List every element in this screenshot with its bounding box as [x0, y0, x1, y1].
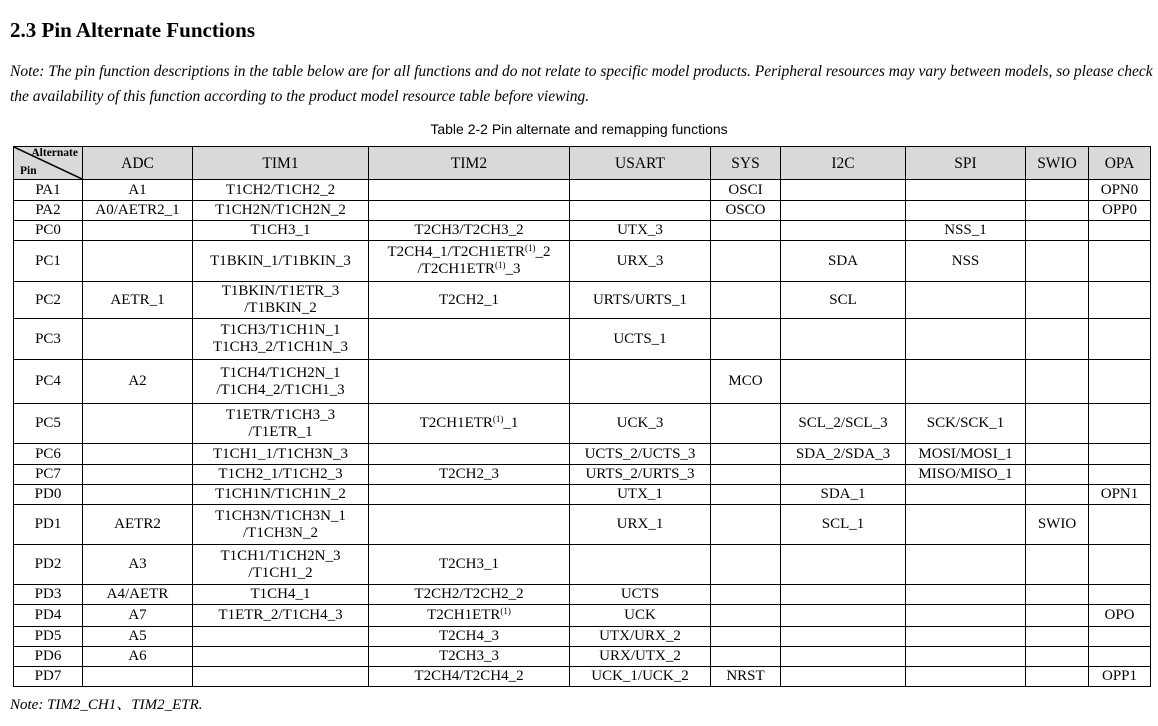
- function-cell: MOSI/MOSI_1: [906, 444, 1026, 465]
- function-cell: [83, 485, 193, 505]
- function-cell: T2CH2/T2CH2_2: [369, 585, 570, 605]
- function-cell: [193, 627, 369, 647]
- function-cell: AETR_1: [83, 282, 193, 319]
- function-cell: MCO: [711, 360, 781, 404]
- function-cell: [1026, 545, 1089, 585]
- pin-cell: PD5: [14, 627, 83, 647]
- column-header: ADC: [83, 147, 193, 180]
- table-row: [14, 360, 1151, 404]
- function-cell: [1026, 201, 1089, 221]
- function-cell: URTS/URTS_1: [570, 282, 711, 319]
- function-cell: [781, 180, 906, 201]
- function-cell: [1026, 221, 1089, 241]
- function-cell: T1CH3_1: [193, 221, 369, 241]
- function-cell: [1026, 647, 1089, 667]
- function-cell: T2CH4_1/T2CH1ETR$^{(1)}$_2 /T2CH1ETR$^{(1)}$_3: [369, 241, 570, 282]
- pin-cell: PC2: [14, 282, 83, 319]
- function-cell: [781, 605, 906, 627]
- function-cell: [711, 647, 781, 667]
- pin-cell: PD7: [14, 667, 83, 687]
- function-cell: UTX/URX_2: [570, 627, 711, 647]
- function-cell: [711, 545, 781, 585]
- table-row: [14, 319, 1151, 360]
- function-cell: [711, 627, 781, 647]
- table-row: [14, 647, 1151, 667]
- table-row: [14, 667, 1151, 687]
- function-cell: SWIO: [1026, 505, 1089, 545]
- function-cell: [369, 485, 570, 505]
- function-cell: [369, 444, 570, 465]
- pin-cell: PA1: [14, 180, 83, 201]
- function-cell: [781, 465, 906, 485]
- function-cell: [1026, 360, 1089, 404]
- function-cell: [781, 545, 906, 585]
- function-cell: A7: [83, 605, 193, 627]
- corner-label-alternate: Alternate: [31, 147, 78, 159]
- function-cell: [1089, 241, 1151, 282]
- function-cell: T1CH1/T1CH2N_3 /T1CH1_2: [193, 545, 369, 585]
- function-cell: [906, 485, 1026, 505]
- table-row: [14, 282, 1151, 319]
- function-cell: A6: [83, 647, 193, 667]
- function-cell: [1026, 282, 1089, 319]
- table-row: [14, 605, 1151, 627]
- function-cell: T2CH3_3: [369, 647, 570, 667]
- function-cell: [369, 180, 570, 201]
- pin-cell: PD3: [14, 585, 83, 605]
- pin-cell: PD6: [14, 647, 83, 667]
- function-cell: OPP0: [1089, 201, 1151, 221]
- function-cell: [1089, 360, 1151, 404]
- function-cell: [1026, 444, 1089, 465]
- function-cell: A2: [83, 360, 193, 404]
- function-cell: SCL_2/SCL_3: [781, 404, 906, 444]
- function-cell: [906, 319, 1026, 360]
- function-cell: MISO/MISO_1: [906, 465, 1026, 485]
- function-cell: UCK_3: [570, 404, 711, 444]
- function-cell: [1089, 282, 1151, 319]
- function-cell: [781, 627, 906, 647]
- function-cell: [83, 241, 193, 282]
- table-row: [14, 221, 1151, 241]
- function-cell: [83, 667, 193, 687]
- function-cell: [906, 585, 1026, 605]
- column-header: SWIO: [1026, 147, 1089, 180]
- function-cell: [711, 485, 781, 505]
- function-cell: [1089, 444, 1151, 465]
- table-row: [14, 505, 1151, 545]
- function-cell: [711, 241, 781, 282]
- column-header: USART: [570, 147, 711, 180]
- function-cell: [1026, 667, 1089, 687]
- function-cell: [1089, 585, 1151, 605]
- table-row: [14, 485, 1151, 505]
- function-cell: [1026, 319, 1089, 360]
- function-cell: [1026, 465, 1089, 485]
- function-cell: UCTS_2/UCTS_3: [570, 444, 711, 465]
- function-cell: [906, 505, 1026, 545]
- function-cell: T1ETR_2/T1CH4_3: [193, 605, 369, 627]
- function-cell: T2CH4_3: [369, 627, 570, 647]
- function-cell: [83, 221, 193, 241]
- function-cell: [1089, 505, 1151, 545]
- function-cell: URX/UTX_2: [570, 647, 711, 667]
- function-cell: NSS_1: [906, 221, 1026, 241]
- pin-alternate-function-table: [13, 146, 1151, 687]
- function-cell: URX_1: [570, 505, 711, 545]
- function-cell: T1CH1_1/T1CH3N_3: [193, 444, 369, 465]
- function-cell: [711, 282, 781, 319]
- pin-cell: PC4: [14, 360, 83, 404]
- function-cell: T2CH2_1: [369, 282, 570, 319]
- function-cell: SDA_2/SDA_3: [781, 444, 906, 465]
- table-row: [14, 201, 1151, 221]
- function-cell: [1089, 404, 1151, 444]
- function-cell: [570, 180, 711, 201]
- function-cell: [570, 360, 711, 404]
- function-cell: T1BKIN_1/T1BKIN_3: [193, 241, 369, 282]
- function-cell: [1026, 627, 1089, 647]
- table-row: [14, 627, 1151, 647]
- function-cell: T2CH1ETR$^{(1)}$_1: [369, 404, 570, 444]
- function-cell: [1089, 465, 1151, 485]
- function-cell: [1026, 180, 1089, 201]
- function-cell: [193, 667, 369, 687]
- function-cell: OPN1: [1089, 485, 1151, 505]
- function-cell: SCK/SCK_1: [906, 404, 1026, 444]
- function-cell: [1026, 585, 1089, 605]
- table-caption: Table 2-2 Pin alternate and remapping functions: [430, 121, 728, 137]
- function-cell: [906, 282, 1026, 319]
- function-cell: [1089, 319, 1151, 360]
- function-cell: AETR2: [83, 505, 193, 545]
- function-cell: T1CH2N/T1CH2N_2: [193, 201, 369, 221]
- pin-cell: PC1: [14, 241, 83, 282]
- function-cell: [711, 404, 781, 444]
- table-row: [14, 585, 1151, 605]
- function-cell: URTS_2/URTS_3: [570, 465, 711, 485]
- function-cell: T2CH1ETR$^{(1)}$: [369, 605, 570, 627]
- function-cell: [906, 201, 1026, 221]
- function-cell: URX_3: [570, 241, 711, 282]
- footnote: Note: TIM2_CH1、TIM2_ETR.: [10, 697, 203, 713]
- function-cell: [906, 545, 1026, 585]
- table-header-row: [14, 147, 1151, 180]
- function-cell: T1CH4/T1CH2N_1 /T1CH4_2/T1CH1_3: [193, 360, 369, 404]
- table-row: [14, 180, 1151, 201]
- function-cell: [1026, 404, 1089, 444]
- pin-cell: PC0: [14, 221, 83, 241]
- corner-header-cell: [14, 147, 83, 180]
- section-heading: 2.3 Pin Alternate Functions: [10, 18, 255, 42]
- function-cell: SCL: [781, 282, 906, 319]
- function-cell: [711, 465, 781, 485]
- function-cell: T2CH2_3: [369, 465, 570, 485]
- function-cell: [83, 404, 193, 444]
- function-cell: [781, 647, 906, 667]
- function-cell: [711, 444, 781, 465]
- table-row: [14, 545, 1151, 585]
- function-cell: [711, 505, 781, 545]
- pin-cell: PA2: [14, 201, 83, 221]
- function-cell: [193, 647, 369, 667]
- function-cell: [781, 360, 906, 404]
- function-cell: [906, 180, 1026, 201]
- function-cell: [369, 360, 570, 404]
- function-cell: [570, 201, 711, 221]
- function-cell: [369, 201, 570, 221]
- function-cell: [83, 444, 193, 465]
- function-cell: [781, 667, 906, 687]
- function-cell: [1026, 485, 1089, 505]
- function-cell: A0/AETR2_1: [83, 201, 193, 221]
- function-cell: [906, 627, 1026, 647]
- function-cell: [906, 647, 1026, 667]
- column-header: TIM2: [369, 147, 570, 180]
- pin-cell: PD4: [14, 605, 83, 627]
- function-cell: [711, 319, 781, 360]
- function-cell: [83, 465, 193, 485]
- pin-cell: PD1: [14, 505, 83, 545]
- function-cell: OPP1: [1089, 667, 1151, 687]
- function-cell: T2CH3_1: [369, 545, 570, 585]
- function-cell: [369, 505, 570, 545]
- function-cell: [711, 221, 781, 241]
- function-cell: A4/AETR: [83, 585, 193, 605]
- function-cell: A1: [83, 180, 193, 201]
- function-cell: T1CH1N/T1CH1N_2: [193, 485, 369, 505]
- function-cell: T2CH3/T2CH3_2: [369, 221, 570, 241]
- function-cell: UTX_1: [570, 485, 711, 505]
- pin-cell: PC6: [14, 444, 83, 465]
- function-cell: UCK_1/UCK_2: [570, 667, 711, 687]
- function-cell: [906, 605, 1026, 627]
- function-cell: NSS: [906, 241, 1026, 282]
- function-cell: [711, 605, 781, 627]
- table-row: [14, 444, 1151, 465]
- function-cell: [1089, 647, 1151, 667]
- function-cell: NRST: [711, 667, 781, 687]
- function-cell: UCK: [570, 605, 711, 627]
- function-cell: UTX_3: [570, 221, 711, 241]
- function-cell: OPN0: [1089, 180, 1151, 201]
- function-cell: [570, 545, 711, 585]
- function-cell: [906, 360, 1026, 404]
- function-cell: T1CH2/T1CH2_2: [193, 180, 369, 201]
- function-cell: [781, 221, 906, 241]
- pin-cell: PC7: [14, 465, 83, 485]
- table-row: [14, 404, 1151, 444]
- function-cell: T1ETR/T1CH3_3 /T1ETR_1: [193, 404, 369, 444]
- function-cell: [1026, 605, 1089, 627]
- table-row: [14, 465, 1151, 485]
- function-cell: T1CH4_1: [193, 585, 369, 605]
- function-cell: [369, 319, 570, 360]
- pin-cell: PC5: [14, 404, 83, 444]
- function-cell: [711, 585, 781, 605]
- function-cell: [1089, 221, 1151, 241]
- function-cell: SDA: [781, 241, 906, 282]
- function-cell: [906, 667, 1026, 687]
- function-cell: A3: [83, 545, 193, 585]
- column-header: TIM1: [193, 147, 369, 180]
- function-cell: UCTS_1: [570, 319, 711, 360]
- column-header: SPI: [906, 147, 1026, 180]
- function-cell: OSCI: [711, 180, 781, 201]
- function-cell: [781, 585, 906, 605]
- column-header: SYS: [711, 147, 781, 180]
- function-cell: [781, 201, 906, 221]
- function-cell: A5: [83, 627, 193, 647]
- corner-label-pin: Pin: [20, 165, 37, 177]
- intro-note: Note: The pin function descriptions in the table below are for all functions and do not relate to specific model products. Peripheral resources may vary between models, so please check the availability of this function according to the product model resource table before viewing.: [10, 63, 1153, 105]
- function-cell: OSCO: [711, 201, 781, 221]
- function-cell: T2CH4/T2CH4_2: [369, 667, 570, 687]
- function-cell: [1089, 627, 1151, 647]
- function-cell: UCTS: [570, 585, 711, 605]
- column-header: OPA: [1089, 147, 1151, 180]
- function-cell: SDA_1: [781, 485, 906, 505]
- pin-cell: PD2: [14, 545, 83, 585]
- pin-cell: PC3: [14, 319, 83, 360]
- function-cell: [1026, 241, 1089, 282]
- table-row: [14, 241, 1151, 282]
- function-cell: T1CH3/T1CH1N_1 T1CH3_2/T1CH1N_3: [193, 319, 369, 360]
- function-cell: [83, 319, 193, 360]
- function-cell: T1CH3N/T1CH3N_1 /T1CH3N_2: [193, 505, 369, 545]
- function-cell: OPO: [1089, 605, 1151, 627]
- function-cell: T1CH2_1/T1CH2_3: [193, 465, 369, 485]
- pin-cell: PD0: [14, 485, 83, 505]
- function-cell: [1089, 545, 1151, 585]
- column-header: I2C: [781, 147, 906, 180]
- function-cell: [781, 319, 906, 360]
- function-cell: SCL_1: [781, 505, 906, 545]
- function-cell: T1BKIN/T1ETR_3 /T1BKIN_2: [193, 282, 369, 319]
- table-body: [14, 180, 1151, 687]
